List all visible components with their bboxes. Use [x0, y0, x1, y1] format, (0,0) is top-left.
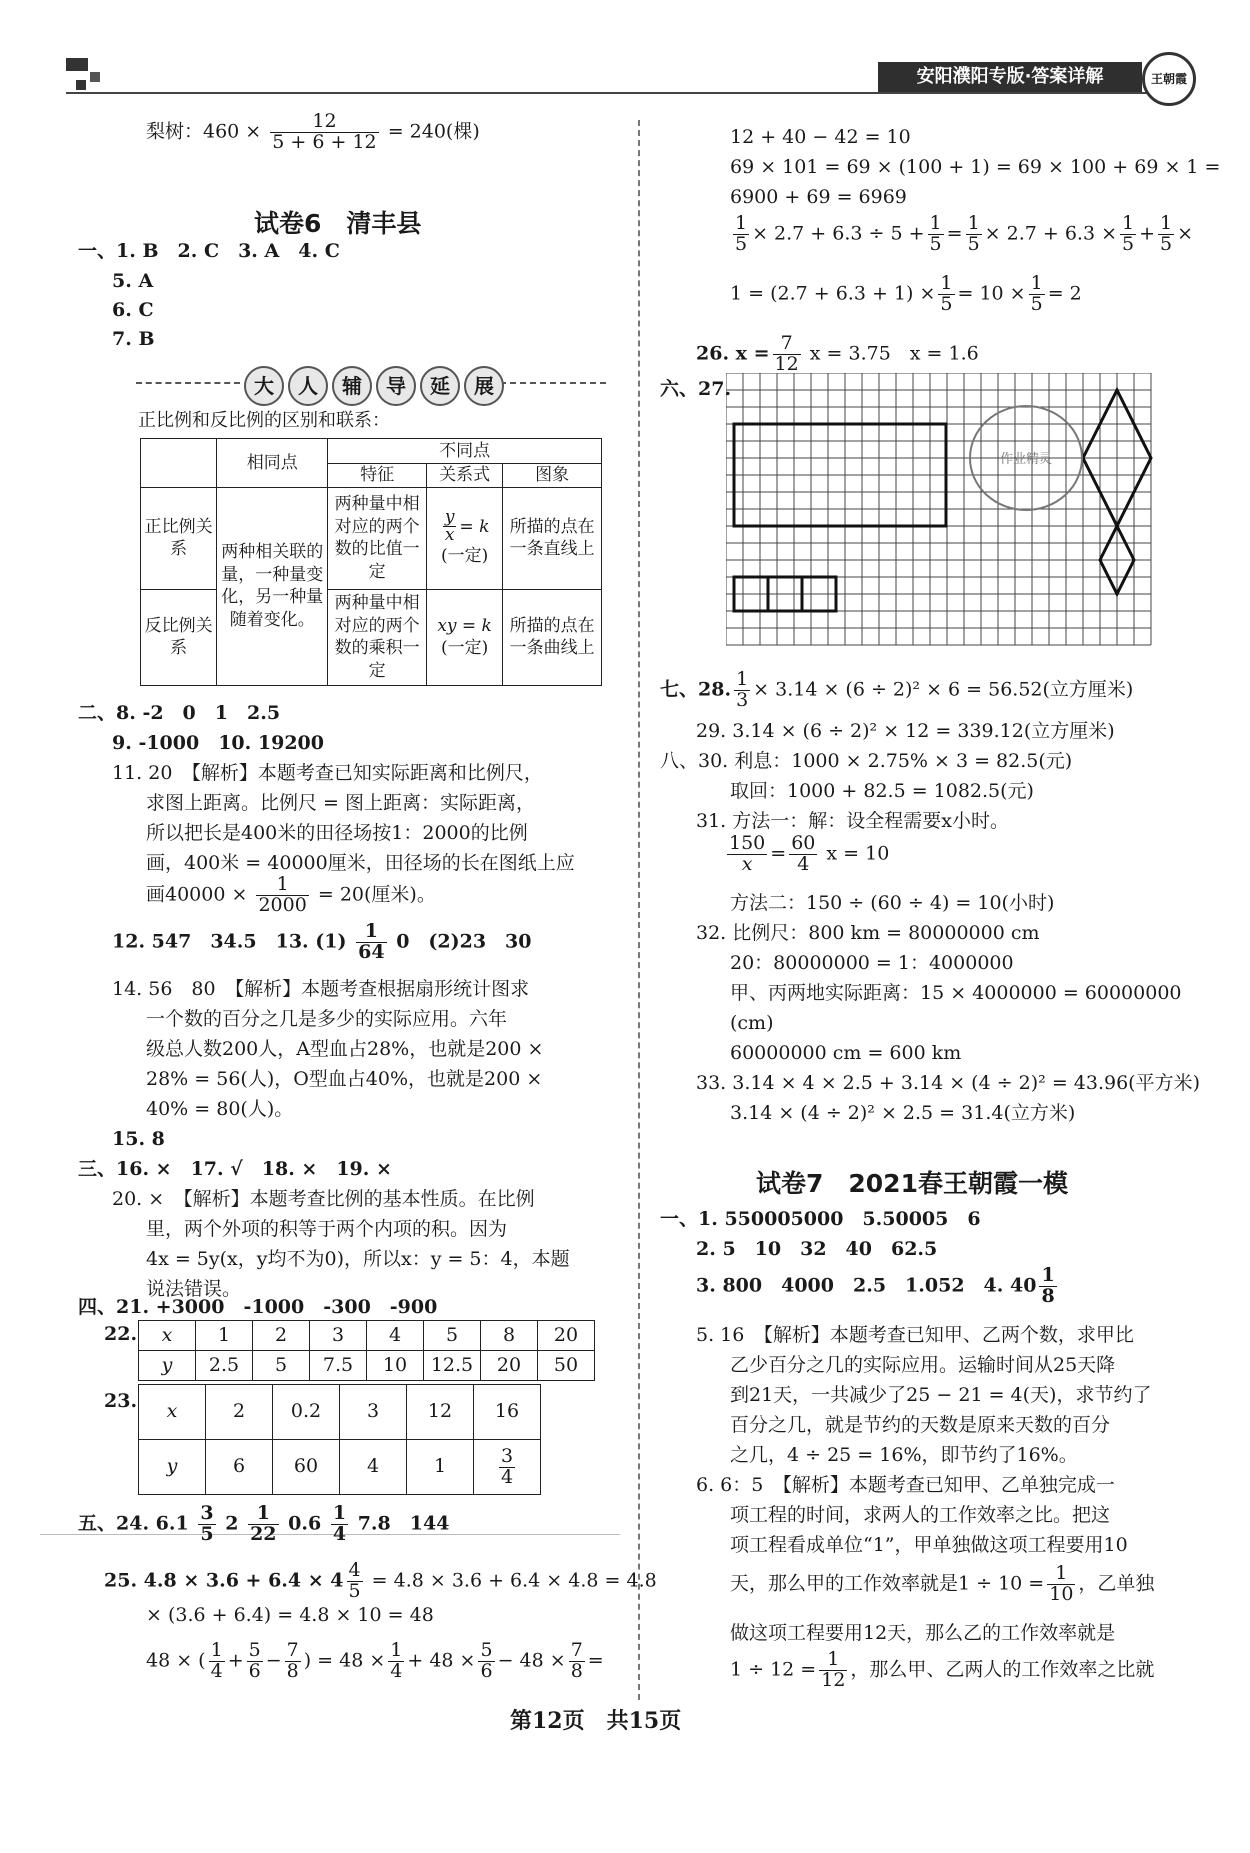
table-header: 相同点 [217, 439, 328, 488]
fraction: $\frac{1}{5}$ [929, 212, 942, 255]
fraction: $\frac{1}{2000}$ [258, 873, 307, 916]
answer-line: 求图上距离。比例尺 = 图上距离：实际距离， [146, 792, 536, 814]
answer-line: 甲、丙两地实际距离：15 × 4000000 = 60000000 [730, 982, 1182, 1004]
answer-line: 40% = 80(人)。 [146, 1098, 294, 1120]
table-cell: 60 [273, 1440, 340, 1495]
fraction: $\frac{1}{5}$ [735, 212, 748, 255]
fraction: $\frac{1}{5}$ [940, 272, 953, 315]
table-cell: 两种量中相对应的两个数的乘积一定 [328, 589, 427, 685]
table-header: 不同点 [328, 439, 602, 464]
answer-line: 五、24. 6.1 $\frac{3}{5}$ 2 $\frac{1}{22}$ 0.6 $\frac{1}{4}$ 7.8 144 [78, 1502, 450, 1545]
banner-char: 人 [288, 366, 328, 406]
table-cell: 20 [481, 1351, 538, 1381]
answer-line: 6900 + 69 = 6969 [730, 186, 907, 208]
answer-line: 33. 3.14 × 4 × 2.5 + 3.14 × (4 ÷ 2)² = 43.96(平方米) [696, 1072, 1201, 1094]
table-cell: 两种量中相对应的两个数的比值一定 [328, 487, 427, 589]
fraction: $\frac{1}{5}$ [1160, 212, 1173, 255]
fraction: $\frac{5}{6}$ [248, 1639, 261, 1682]
banner-char: 大 [244, 366, 284, 406]
header-decoration [76, 80, 86, 90]
table-cell: 4 [340, 1440, 407, 1495]
answer-line: 百分之几，就是节约的天数是原来天数的百分 [730, 1414, 1111, 1436]
table-cell: x [139, 1321, 196, 1351]
table-cell: 2.5 [196, 1351, 253, 1381]
answer-line: 3.14 × (4 ÷ 2)² × 2.5 = 31.4(立方米) [730, 1102, 1076, 1124]
fraction: $\frac{1}{4}$ [390, 1639, 403, 1682]
answer-line: (cm) [730, 1012, 774, 1034]
answer-line: 7. B [112, 328, 155, 350]
table-cell: 2 [206, 1385, 273, 1440]
table-cell: 1 [196, 1321, 253, 1351]
fraction: $\frac{4}{5}$ [348, 1559, 361, 1602]
table-cell: 4 [367, 1321, 424, 1351]
banner-char: 展 [464, 366, 504, 406]
answer-line: 12 + 40 − 42 = 10 [730, 126, 911, 148]
table-header: 图象 [503, 464, 602, 488]
answer-line: × (3.6 + 6.4) = 4.8 × 10 = 48 [146, 1604, 434, 1626]
fraction: $\frac{7}{8}$ [570, 1639, 583, 1682]
comparison-table [140, 438, 602, 686]
answer-line: 5. A [112, 270, 154, 292]
paper-title: 试卷6 清丰县 [254, 209, 422, 238]
header-rule [66, 92, 1166, 94]
answer-line: 26. x = $\frac{7}{12}$ x = 3.75 x = 1.6 [696, 332, 979, 375]
answer-line: 25. 4.8 × 3.6 + 6.4 × 4 $\frac{4}{5}$ = 4.8 × 3.6 + 6.4 × 4.8 = 4.8 [104, 1559, 657, 1602]
table-cell: 16 [474, 1385, 541, 1440]
answer-line: 1 = (2.7 + 6.3 + 1) × $\frac{1}{5}$ = 10 × $\frac{1}{5}$ = 2 [730, 272, 1082, 315]
fraction: $\frac{7}{8}$ [286, 1639, 299, 1682]
fraction: $\frac{y}{x}$ [444, 506, 455, 546]
banner-rule [136, 382, 240, 384]
answer-line: 20：80000000 = 1：4000000 [730, 952, 1014, 974]
table-cell: 2 [253, 1321, 310, 1351]
answer-line: 28% = 56(人)，O型血占40%，也就是200 × [146, 1068, 543, 1090]
answer-line: 梨树：460 × $\frac{12}{5 + 6 + 12}$ = 240(棵) [146, 110, 480, 153]
fraction: $\frac{1}{3}$ [736, 668, 749, 711]
stamp-text: 作业精灵 [999, 452, 1053, 467]
question-label: 23. [104, 1390, 138, 1412]
header-decoration [66, 58, 88, 71]
answer-line: 20. × 【解析】本题考查比例的基本性质。在比例 [112, 1188, 535, 1210]
answer-line: 4x = 5y(x，y均不为0)，所以x：y = 5：4，本题 [146, 1248, 570, 1270]
fraction: $\frac{12}{5 + 6 + 12}$ [272, 110, 377, 153]
answer-line: 二、8. -2 0 1 2.5 [78, 702, 281, 724]
xy-table [138, 1320, 595, 1381]
fraction: $\frac{1}{8}$ [1041, 1264, 1055, 1307]
table-header: 特征 [328, 464, 427, 488]
fraction: $\frac{1}{5}$ [1122, 212, 1135, 255]
table-cell: 1 [407, 1440, 474, 1495]
answer-line: $\frac{150}{x}$ = $\frac{60}{4}$ x = 10 [729, 832, 890, 875]
answer-line: 9. -1000 10. 19200 [112, 732, 324, 754]
table-cell: 所描的点在一条直线上 [503, 487, 602, 589]
answer-line: 一个数的百分之几是多少的实际应用。六年 [146, 1008, 508, 1030]
answer-line: $\frac{1}{5}$ × 2.7 + 6.3 ÷ 5 + $\frac{1}{5}$ = $\frac{1}{5}$ × 2.7 + 6.3 × $\frac{1}{5}$ + $\frac{1}{5}$ × [735, 212, 1194, 255]
table-cell: x [139, 1385, 206, 1440]
table-cell: 3 [340, 1385, 407, 1440]
answer-line: 方法二：150 ÷ (60 ÷ 4) = 10(小时) [730, 892, 1055, 914]
table-cell: 10 [367, 1351, 424, 1381]
answer-line: 2. 5 10 32 40 62.5 [696, 1238, 938, 1260]
answer-line: 级总人数200人，A型血占28%，也就是200 × [146, 1038, 544, 1060]
answer-line: 取回：1000 + 82.5 = 1082.5(元) [730, 780, 1034, 802]
answer-line: 12. 547 34.5 13. (1) $\frac{1}{64}$ 0 (2)23 30 [112, 920, 532, 963]
answer-line: 6. 6：5 【解析】本题考查已知甲、乙单独完成一 [696, 1474, 1115, 1496]
fraction: $\frac{7}{12}$ [774, 332, 799, 375]
answer-line: 里，两个外项的积等于两个内项的积。因为 [146, 1218, 508, 1240]
fraction: $\frac{1}{12}$ [821, 1648, 846, 1691]
table-cell [474, 1440, 541, 1495]
answer-line: 3. 800 4000 2.5 1.052 4. 40 $\frac{1}{8}$ [696, 1264, 1055, 1307]
answer-line: 29. 3.14 × (6 ÷ 2)² × 12 = 339.12(立方厘米) [696, 720, 1115, 742]
fraction: $\frac{3}{5}$ [200, 1502, 214, 1545]
table-cell: 两种相关联的量，一种量变化，另一种量随着变化。 [217, 487, 328, 685]
table-header: 关系式 [426, 464, 502, 488]
answer-line: 项工程的时间，求两人的工作效率之比。把这 [730, 1504, 1111, 1526]
table-caption: 正比例和反比例的区别和联系： [138, 410, 390, 431]
fraction: $\frac{1}{10}$ [1049, 1562, 1074, 1605]
answer-line: 一、1. B 2. C 3. A 4. C [78, 240, 340, 262]
question-label: 六、27. [660, 378, 732, 400]
answer-line: 八、30. 利息：1000 × 2.75% × 3 = 82.5(元) [660, 750, 1073, 772]
header-decoration [90, 72, 100, 82]
answer-line: 画40000 × $\frac{1}{2000}$ = 20(厘米)。 [146, 873, 436, 916]
paper-title: 试卷7 2021春王朝霞一模 [756, 1169, 1068, 1198]
answer-line: 三、16. × 17. √ 18. × 19. × [78, 1158, 392, 1180]
header-series-title: 安阳濮阳专版·答案详解 [878, 62, 1142, 92]
answer-line: 画，400米 = 40000厘米，田径场的长在图纸上应 [146, 852, 575, 874]
xy-table [138, 1384, 541, 1495]
table-cell: 正比例关系 [141, 487, 217, 589]
fraction: $\frac{5}{6}$ [480, 1639, 493, 1682]
table-cell: 3 [310, 1321, 367, 1351]
answer-line: 乙少百分之几的实际应用。运输时间从25天降 [730, 1354, 1116, 1376]
table-cell: y [139, 1440, 206, 1495]
answer-line: 14. 56 80 【解析】本题考查根据扇形统计图求 [112, 978, 530, 1000]
table-cell: 50 [538, 1351, 595, 1381]
table-cell: 反比例关系 [141, 589, 217, 685]
answer-line: 四、21. +3000 -1000 -300 -900 [78, 1296, 438, 1318]
answer-line: 32. 比例尺：800 km = 80000000 cm [696, 922, 1040, 944]
table-cell: 0.2 [273, 1385, 340, 1440]
fraction: $\frac{1}{5}$ [967, 212, 980, 255]
answer-line: 项工程看成单位“1”，甲单独做这项工程要用10 [730, 1534, 1128, 1556]
table-cell: 5 [424, 1321, 481, 1351]
fraction: $\frac{1}{4}$ [332, 1502, 347, 1545]
answer-line: 之几，4 ÷ 25 = 16%，即节约了16%。 [730, 1444, 1078, 1466]
table-cell: 12 [407, 1385, 474, 1440]
extension-banner [244, 366, 508, 402]
brand-logo: 王朝霞 [1142, 52, 1196, 106]
table-cell: y [139, 1351, 196, 1381]
answer-line: 15. 8 [112, 1128, 165, 1150]
table-cell: xy = k (一定) [426, 589, 502, 685]
table-cell: 7.5 [310, 1351, 367, 1381]
answer-line: 一、1. 550005000 5.50005 6 [660, 1208, 981, 1230]
table-cell: 12.5 [424, 1351, 481, 1381]
answer-line: 七、28. $\frac{1}{3}$ × 3.14 × (6 ÷ 2)² × 6 = 56.52(立方厘米) [660, 668, 1134, 711]
table-cell: 8 [481, 1321, 538, 1351]
answer-line: 天，那么甲的工作效率就是1 ÷ 10 = $\frac{1}{10}$ ，乙单独 [730, 1562, 1155, 1605]
fraction: $\frac{1}{22}$ [250, 1502, 277, 1545]
drawing-grid [726, 373, 1166, 651]
answer-line: 69 × 101 = 69 × (100 + 1) = 69 × 100 + 69 × 1 = [730, 156, 1221, 178]
page-footer: 第12页 共15页 [510, 1708, 682, 1734]
fraction: $\frac{1}{4}$ [210, 1639, 223, 1682]
fraction: $\frac{150}{x}$ [729, 832, 766, 875]
banner-char: 导 [376, 366, 416, 406]
fraction: $\frac{60}{4}$ [791, 832, 816, 875]
answer-line: 到21天，一共减少了25 − 21 = 4(天)，求节约了 [730, 1384, 1152, 1406]
answer-line: 5. 16 【解析】本题考查已知甲、乙两个数，求甲比 [696, 1324, 1134, 1346]
answer-line: 48 × ( $\frac{1}{4}$ + $\frac{5}{6}$ − $\frac{7}{8}$ ) = 48 × $\frac{1}{4}$ + 48 × $\frac{5}{6}$ − 48 × $\frac{7}{8}$ = [146, 1639, 604, 1682]
answer-line: 6. C [112, 299, 154, 321]
table-cell: 5 [253, 1351, 310, 1381]
table-cell: $\frac{y}{x}$ = k (一定) [426, 487, 502, 589]
table-cell: 6 [206, 1440, 273, 1495]
answer-line: 60000000 cm = 600 km [730, 1042, 962, 1064]
answer-line: 说法错误。 [146, 1278, 242, 1300]
banner-char: 辅 [332, 366, 372, 406]
banner-char: 延 [420, 366, 460, 406]
answer-line: 11. 20 【解析】本题考查已知实际距离和比例尺， [112, 762, 543, 784]
answer-line: 1 ÷ 12 = $\frac{1}{12}$ ，那么甲、乙两人的工作效率之比就 [730, 1648, 1155, 1691]
fraction: $\frac{3}{4}$ [500, 1444, 514, 1488]
column-divider [638, 120, 640, 1700]
answer-line: 31. 方法一：解：设全程需要x小时。 [696, 810, 1009, 832]
question-label: 22. [104, 1323, 138, 1345]
table-cell: 20 [538, 1321, 595, 1351]
answer-line: 所以把长是400米的田径场按1：2000的比例 [146, 822, 528, 844]
fraction: $\frac{1}{5}$ [1030, 272, 1043, 315]
answer-line: 做这项工程要用12天，那么乙的工作效率就是 [730, 1622, 1116, 1644]
table-cell: 所描的点在一条曲线上 [503, 589, 602, 685]
fraction: $\frac{1}{64}$ [358, 920, 385, 963]
